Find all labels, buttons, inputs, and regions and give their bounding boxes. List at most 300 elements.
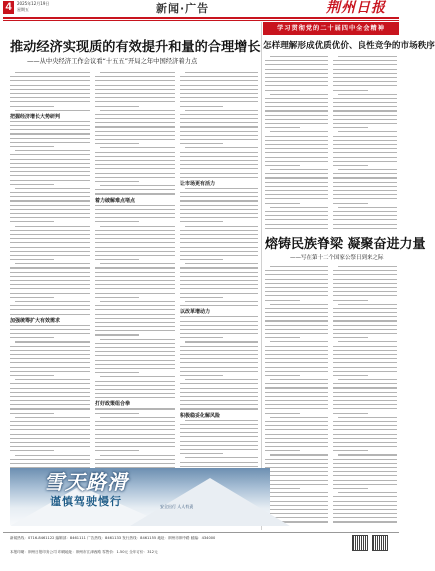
text-line [180,267,258,268]
text-line [180,164,258,165]
text-line [10,463,90,464]
text-line [265,177,328,178]
text-line [10,221,54,222]
text-line [333,140,397,141]
text-line [10,89,90,90]
text-line [95,385,175,386]
text-line [333,400,397,401]
text-line [265,295,328,296]
text-line [95,355,175,356]
text-line [265,421,328,422]
text-line [10,213,90,214]
text-line [333,484,397,485]
main-article-title: 推动经济实现质的有效提升和量的合理增长 [10,40,261,55]
text-line [10,80,90,81]
text-line [180,466,258,467]
text-line [265,90,300,91]
text-line [95,106,139,107]
text-line [180,362,258,363]
text-line [180,276,258,277]
text-line [185,72,258,73]
text-line [270,169,328,170]
text-line [95,309,175,310]
text-line [180,139,258,140]
text-line [180,152,258,153]
text-line [95,442,175,443]
text-line [333,115,397,116]
text-line [338,341,397,342]
section-subhead: 着力破解难点堵点 [95,197,136,204]
text-line [333,333,397,334]
text-line [333,354,397,355]
text-line [265,102,328,103]
text-line [10,267,90,268]
text-line [333,450,368,451]
text-line [333,152,397,153]
text-line [180,432,258,433]
text-line [95,381,175,382]
text-line [15,455,90,456]
text-line [10,284,90,285]
text-column-3 [180,72,258,464]
text-line [333,521,397,522]
text-line [10,159,90,160]
text-line [10,238,90,239]
text-line [95,101,175,102]
text-line [180,101,258,102]
text-line [185,420,258,421]
text-line [333,148,397,149]
text-line [95,425,175,426]
text-line [95,305,175,306]
text-line [333,77,397,78]
text-line [95,122,175,123]
text-line [10,309,90,310]
text-line [180,404,258,405]
text-line [180,80,258,81]
text-line [270,207,328,208]
text-line [95,255,175,256]
text-column-5 [333,56,397,232]
text-line [265,467,328,468]
text-line [180,114,258,115]
text-line [270,304,328,305]
text-line [95,160,175,161]
text-line [333,291,397,292]
text-line [333,446,397,447]
text-line [95,126,175,127]
text-line [333,337,368,338]
text-line [180,284,258,285]
text-line [95,463,175,464]
text-line [100,185,175,186]
text-line [333,186,397,187]
text-line [95,89,175,90]
text-line [10,446,90,447]
text-line [95,413,139,414]
text-line [333,442,397,443]
text-line [265,77,328,78]
text-line [180,441,258,442]
text-line [333,60,397,61]
text-line [265,329,328,330]
text-line [95,80,175,81]
text-line [338,266,397,267]
text-line [265,148,328,149]
text-line [10,251,90,252]
text-line [10,167,90,168]
text-line [180,288,258,289]
text-line [333,513,397,514]
text-line [333,64,397,65]
text-line [333,177,397,178]
text-line [333,211,397,212]
text-line [333,375,368,376]
text-line [95,247,175,248]
text-line [180,388,258,389]
text-line [10,413,54,414]
text-line [185,263,258,264]
text-line [180,255,258,256]
text-line [10,175,90,176]
text-line [10,76,90,77]
text-line [10,358,90,359]
text-line [180,160,258,161]
text-line [333,119,397,120]
text-line [265,203,300,204]
text-line [333,387,397,388]
text-line [180,293,258,294]
text-line [95,450,139,451]
text-line [180,396,258,397]
text-line [180,436,258,437]
text-line [95,360,175,361]
text-line [180,131,258,132]
text-line [338,379,397,380]
text-line [10,305,90,306]
text-line [10,429,90,430]
text-line [338,492,397,493]
text-line [265,283,328,284]
text-line [265,408,328,409]
text-line [265,450,300,451]
text-line [10,367,90,368]
text-line [10,293,90,294]
text-line [333,102,397,103]
text-line [333,73,397,74]
text-line [333,438,397,439]
text-line [100,72,175,73]
text-line [180,196,258,197]
text-line [10,280,90,281]
text-line [333,408,397,409]
footer-rule [3,532,399,533]
text-line [333,81,397,82]
text-line [180,354,258,355]
text-line [180,217,258,218]
text-line [333,295,397,296]
text-line [265,325,328,326]
text-line [265,308,328,309]
text-line [265,69,328,70]
text-line [95,347,175,348]
text-line [100,226,175,227]
text-line [265,316,328,317]
text-line [265,459,328,460]
text-line [265,60,328,61]
text-line [95,164,175,165]
text-line [95,118,175,119]
text-line [10,325,90,326]
text-line [10,421,90,422]
text-line [10,404,90,405]
text-line [265,127,300,128]
text-line [10,255,90,256]
ad-title: 雪天路滑 [44,470,128,494]
text-line [333,308,397,309]
text-line [265,291,328,292]
text-line [95,238,175,239]
text-line [338,304,397,305]
text-line [338,417,397,418]
advertisement [10,468,270,525]
text-line [10,184,54,185]
text-line [10,425,90,426]
text-line [270,266,328,267]
text-line [95,114,175,115]
text-line [265,475,328,476]
text-line [95,293,175,294]
text-line [180,321,258,322]
text-column-4 [265,56,328,232]
text-line [95,343,175,344]
text-line [180,350,258,351]
text-line [333,182,397,183]
text-line [265,64,328,65]
text-line [180,333,258,334]
text-line [95,351,175,352]
section-subhead: 打好政策组合拳 [95,401,131,408]
text-line [10,85,90,86]
text-line [265,194,328,195]
text-line [265,367,328,368]
text-line [180,408,258,409]
text-line [180,168,258,169]
text-line [95,276,175,277]
text-line [265,115,328,116]
text-line [95,446,175,447]
text-line [180,143,223,144]
text-line [265,152,328,153]
text-line [338,454,397,455]
text-line [185,110,258,111]
column-banner-text: 学习贯彻党的二十届四中全会精神 [277,25,385,32]
text-line [10,217,90,218]
section-subhead: 把握经济增长大势研判 [10,113,61,120]
text-line [10,93,90,94]
text-line [95,173,175,174]
newspaper-logo: 荆州日报 [326,0,386,16]
text-line [180,238,258,239]
text-line [333,203,368,204]
ad-slogan: 安全出行 人人有责 [160,504,194,509]
text-line [180,358,258,359]
text-line [95,322,175,323]
text-line [95,230,175,231]
text-line [95,139,175,140]
text-line [270,417,328,418]
text-line [95,459,175,460]
text-line [333,287,397,288]
text-line [100,417,175,418]
text-line [10,200,90,201]
text-line [333,480,397,481]
text-line [333,371,397,372]
text-line [10,408,90,409]
text-line [265,387,328,388]
text-line [95,193,175,194]
text-line [333,496,397,497]
text-line [180,192,258,193]
text-line [265,110,328,111]
text-line [265,463,328,464]
text-line [333,463,397,464]
column-divider [261,22,262,530]
text-line [265,383,328,384]
text-line [15,341,90,342]
text-line [270,131,328,132]
text-line [180,400,258,401]
text-line [95,143,139,144]
text-line [180,305,258,306]
text-line [265,404,328,405]
text-column-1 [10,72,90,464]
text-line [333,329,397,330]
text-line [10,329,90,330]
text-line [270,341,328,342]
text-line [265,85,328,86]
text-line [265,198,328,199]
text-line [95,251,175,252]
text-line [180,346,258,347]
text-line [180,251,258,252]
text-line [265,270,328,271]
text-line [333,383,397,384]
text-line [333,316,397,317]
text-line [333,404,397,405]
section-subhead: 积极稳妥化解风险 [180,412,221,419]
text-line [333,228,397,229]
text-line [265,165,300,166]
text-line [265,279,328,280]
text-line [333,224,397,225]
text-line [333,367,397,368]
text-line [265,219,328,220]
text-line [265,350,328,351]
text-line [180,383,258,384]
text-line [180,93,258,94]
text-line [180,462,258,463]
text-line [180,392,258,393]
text-line [10,434,90,435]
text-line [265,73,328,74]
text-line [338,169,397,170]
text-line [10,101,90,102]
text-line [180,247,258,248]
text-line [265,123,328,124]
text-line [95,280,175,281]
text-line [95,189,175,190]
text-line [265,228,328,229]
text-line [333,300,368,301]
text-line [95,372,139,373]
text-line [10,154,90,155]
text-line [333,144,397,145]
text-line [265,274,328,275]
text-line [265,362,328,363]
text-line [265,312,328,313]
text-line [95,152,175,153]
text-line [180,242,258,243]
text-line [333,517,397,518]
text-line [185,188,258,189]
text-line [100,301,175,302]
text-line [10,337,54,338]
text-line [333,362,397,363]
text-line [333,219,397,220]
text-line [265,157,328,158]
text-line [10,388,90,389]
text-line [180,122,258,123]
text-line [95,334,139,335]
text-line [10,97,90,98]
text-line [180,445,258,446]
text-line [333,471,397,472]
text-column-2 [95,72,175,464]
ad-subtitle: 谨慎驾驶慢行 [50,495,122,508]
text-line [265,442,328,443]
text-line [180,205,258,206]
text-line [265,425,328,426]
text-line [333,190,397,191]
text-line [333,110,397,111]
text-line [265,81,328,82]
text-line [265,173,328,174]
text-line [95,259,139,260]
text-line [180,272,258,273]
text-line [95,85,175,86]
text-line [333,413,368,414]
footer-printing: 本报印刷：荆州日报印务公司 印刷地址：荆州市江津西路 零售价：1.50元 全年订价：312元 [10,550,158,554]
column-title: 怎样理解形成优质优价、良性竞争的市场秩序 [263,41,435,51]
text-line [180,156,258,157]
text-line [180,367,258,368]
text-line [180,316,258,317]
text-line [265,320,328,321]
text-line [10,138,90,139]
text-line [180,449,258,450]
text-line [95,408,175,409]
text-line [10,133,90,134]
text-line [10,438,90,439]
text-line [180,234,258,235]
text-line [10,442,90,443]
text-line [333,161,397,162]
text-line [10,450,54,451]
text-line [100,147,175,148]
text-line [95,364,175,365]
text-line [180,126,258,127]
